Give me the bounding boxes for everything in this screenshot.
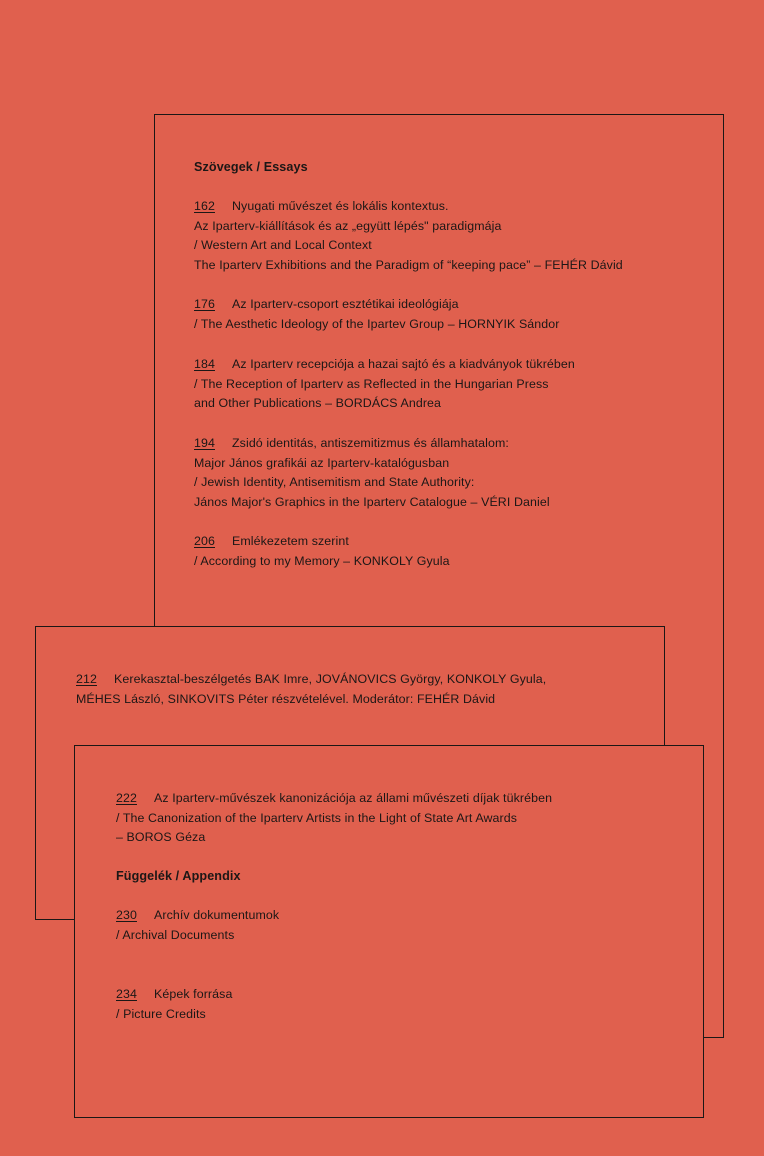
toc-entry-194 [194, 434, 550, 512]
toc-entry-230 [116, 906, 279, 945]
page-number: 234 [116, 987, 137, 1001]
entry-title-line: Az Iparterv-csoport esztétikai ideológiája [232, 297, 459, 311]
entry-title-line: The Iparterv Exhibitions and the Paradigm of “keeping pace” – FEHÉR Dávid [194, 257, 623, 272]
toc-entry-176 [194, 295, 560, 334]
toc-entry-212 [76, 670, 546, 709]
page-number: 162 [194, 199, 215, 213]
entry-title-line: – BOROS Géza [116, 830, 206, 845]
entry-title-line: Emlékezetem szerint [232, 534, 349, 548]
appendix-heading: Függelék / Appendix [116, 869, 241, 883]
entry-title-line: / Jewish Identity, Antisemitism and State Authority: [194, 475, 475, 490]
page-number: 230 [116, 908, 137, 922]
toc-entry-222 [116, 789, 552, 848]
entry-title-line: and Other Publications – BORDÁCS Andrea [194, 396, 442, 411]
entry-title-line: Major János grafikái az Iparterv-katalógusban [194, 455, 450, 470]
page-number: 222 [116, 791, 137, 805]
page-number: 184 [194, 357, 215, 371]
entry-title-line: / According to my Memory – KONKOLY Gyula [194, 553, 450, 568]
toc-entry-206 [194, 532, 450, 571]
essays-heading: Szövegek / Essays [194, 160, 308, 174]
page-number: 212 [76, 672, 97, 686]
toc-entry-162 [194, 197, 623, 275]
entry-title-line: MÉHES László, SINKOVITS Péter részvételével. Moderátor: FEHÉR Dávid [76, 691, 496, 706]
entry-title-line: / The Reception of Iparterv as Reflected in the Hungarian Press [194, 376, 549, 391]
entry-title-line: Kerekasztal-beszélgetés BAK Imre, JOVÁNOVICS György, KONKOLY Gyula, [114, 672, 547, 686]
entry-title-line: Képek forrása [154, 987, 233, 1001]
page-number: 206 [194, 534, 215, 548]
entry-title-line: / Picture Credits [116, 1006, 206, 1021]
entry-title-line: Az Iparterv recepciója a hazai sajtó és a kiadványok tükrében [232, 357, 575, 371]
entry-title-line: / The Canonization of the Iparterv Artists in the Light of State Art Awards [116, 810, 518, 825]
toc-entry-184 [194, 355, 575, 414]
entry-title-line: Nyugati művészet és lokális kontextus. [232, 199, 449, 213]
entry-title-line: Zsidó identitás, antiszemitizmus és államhatalom: [232, 436, 509, 450]
toc-entry-234 [116, 985, 232, 1024]
entry-title-line: János Major's Graphics in the Iparterv Catalogue – VÉRI Daniel [194, 494, 550, 509]
entry-title-line: Az Iparterv-kiállítások és az „együtt lépés" paradigmája [194, 218, 502, 233]
page-number: 176 [194, 297, 215, 311]
entry-title-line: Az Iparterv-művészek kanonizációja az állami művészeti díjak tükrében [154, 791, 553, 805]
entry-title-line: / Western Art and Local Context [194, 238, 372, 253]
page-number: 194 [194, 436, 215, 450]
entry-title-line: / Archival Documents [116, 927, 235, 942]
entry-title-line: / The Aesthetic Ideology of the Ipartev Group – HORNYIK Sándor [194, 316, 560, 331]
entry-title-line: Archív dokumentumok [154, 908, 280, 922]
